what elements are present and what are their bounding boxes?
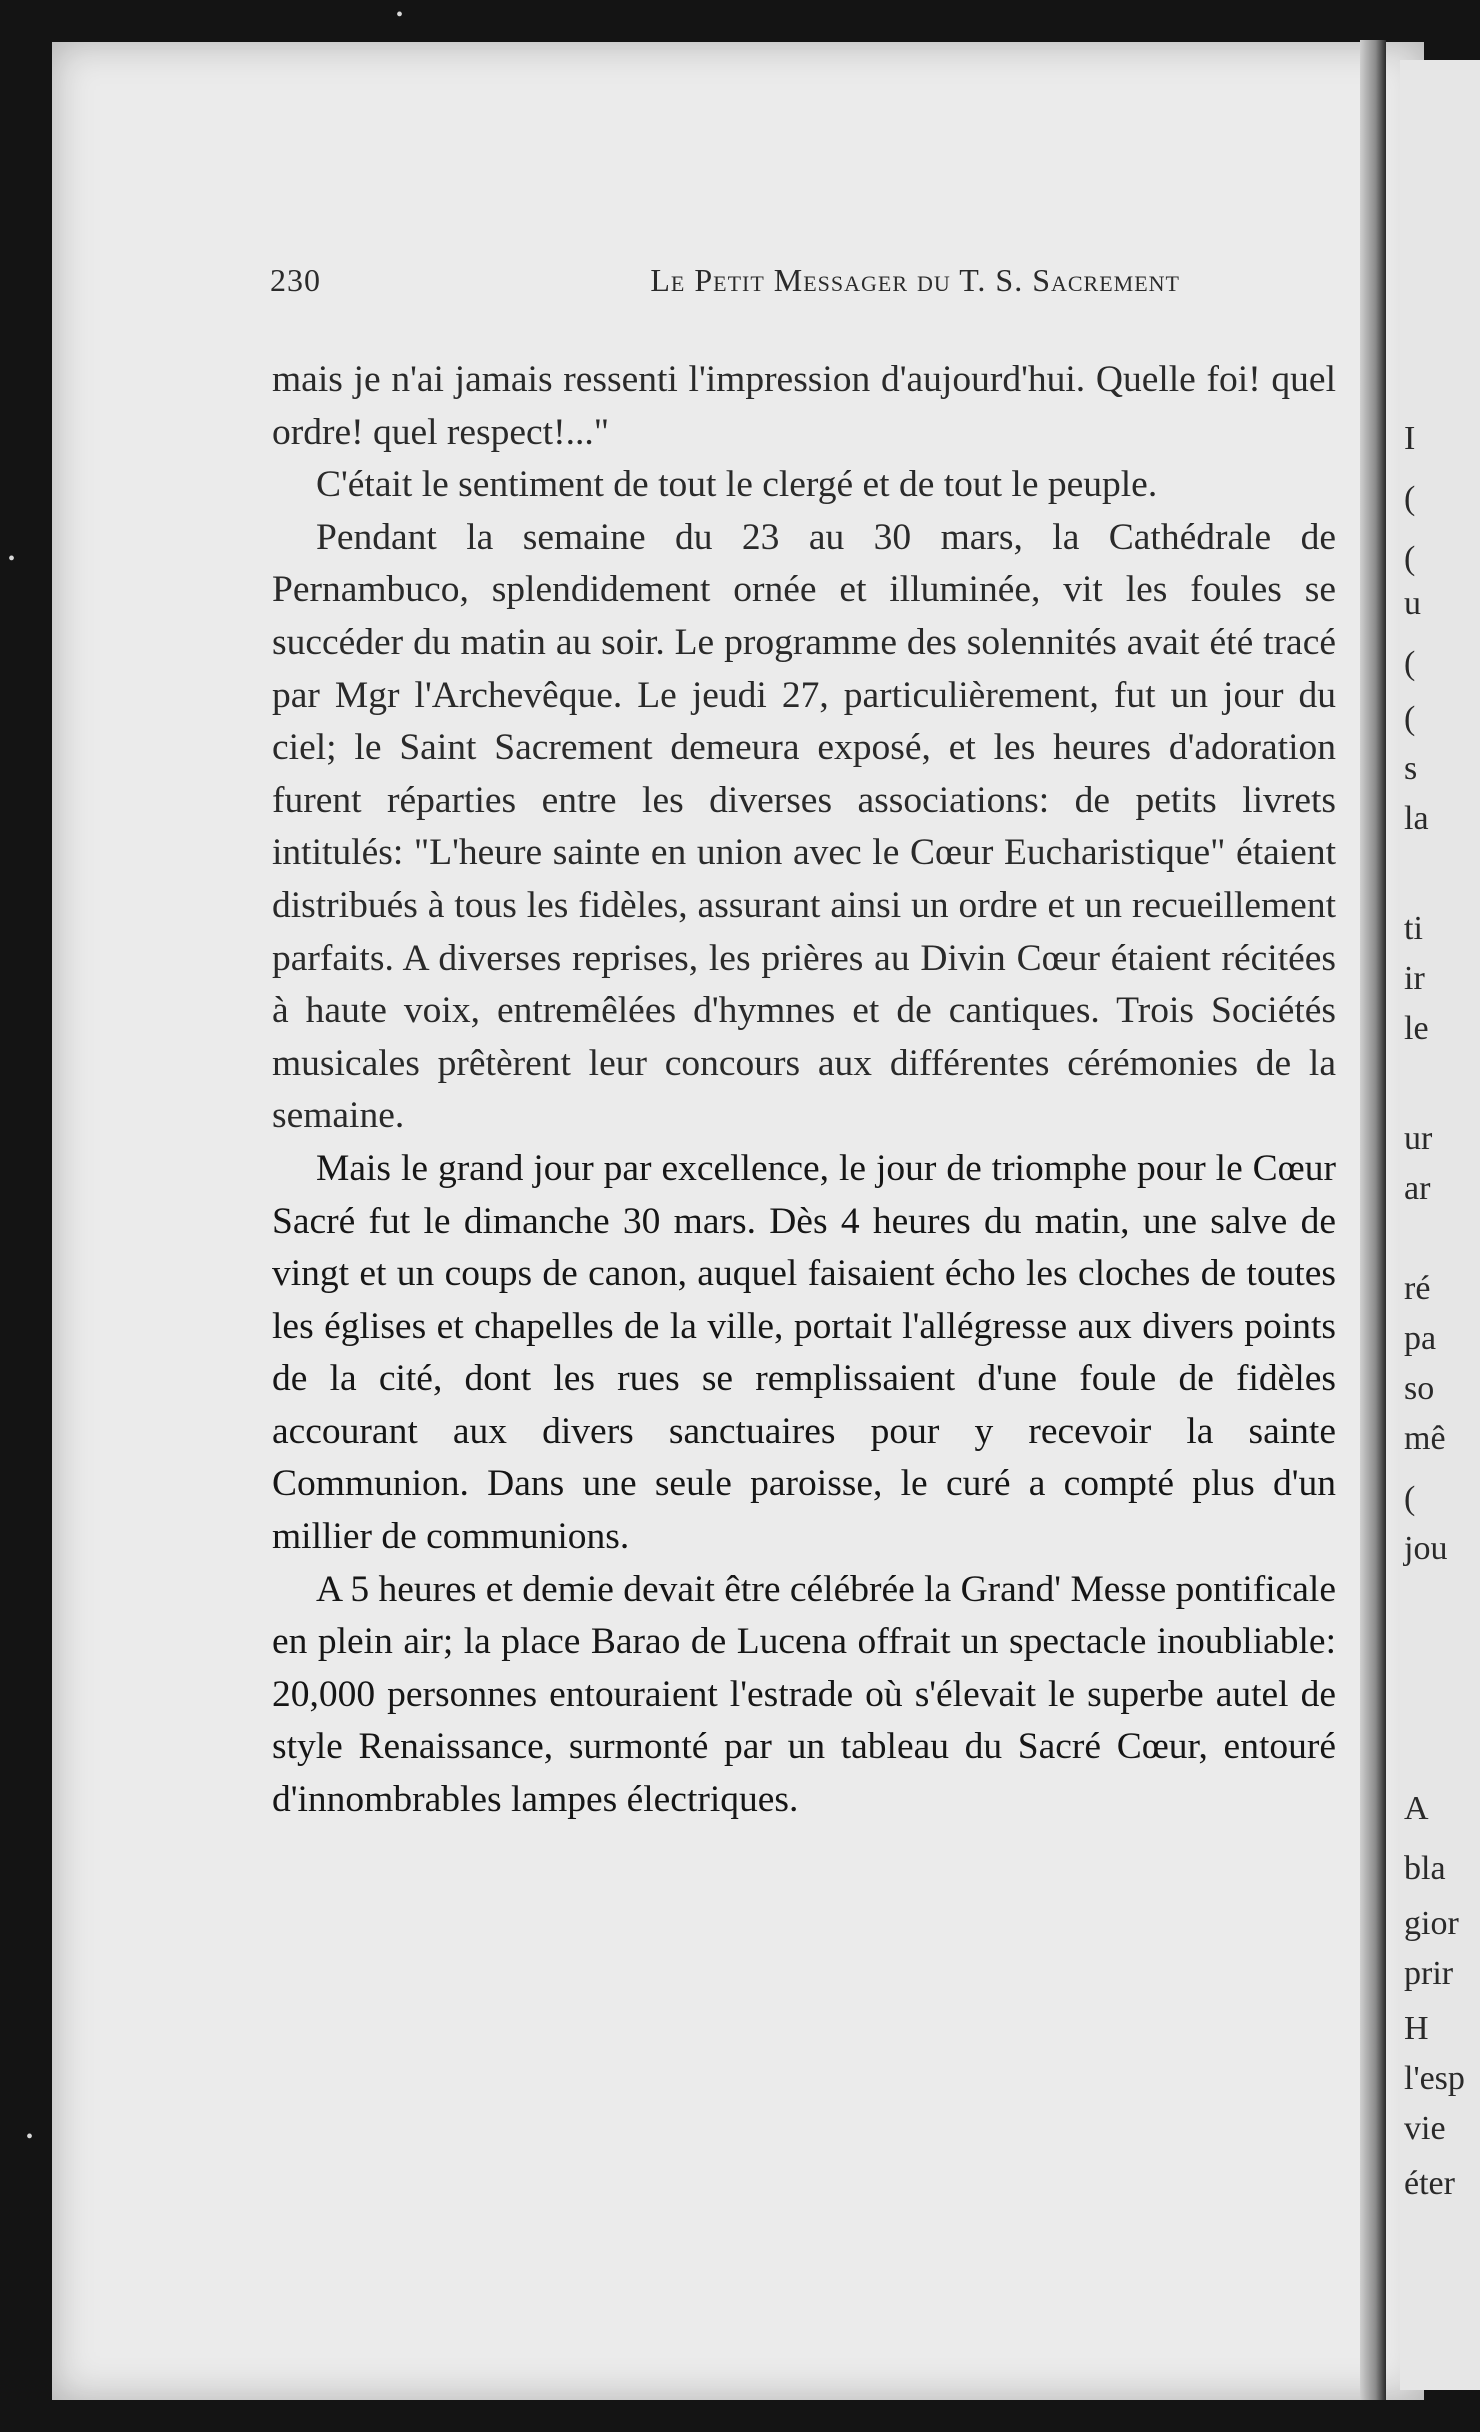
adjacent-page-fragment: u xyxy=(1404,585,1421,622)
adjacent-page-fragment: éter xyxy=(1404,2165,1455,2202)
adjacent-page-fragment: vie xyxy=(1404,2110,1446,2147)
adjacent-page-fragment: ( xyxy=(1404,700,1416,737)
paragraph: Mais le grand jour par excellence, le jour de triomphe pour le Cœur Sacré fut le dimanche 30 mars. Dès 4 heures du matin, une salve de vingt et un coups de canon, auquel faisaient écho les cloches de toutes les églises et chapelles de la ville, portait l'allégresse aux divers points de la cité, dont les rues se remplissaient d'une foule de fidèles accourant aux divers sanctuaires pour y recevoir la sainte Communion. Dans une seule paroisse, le curé a compté plus d'un millier de communions. xyxy=(272,1147,1336,1558)
adjacent-page-fragment: jou xyxy=(1404,1530,1448,1567)
adjacent-page-fragment: I xyxy=(1404,420,1416,457)
adjacent-page-fragment: ( xyxy=(1404,480,1416,517)
adjacent-page-fragment: bla xyxy=(1404,1850,1446,1887)
running-title: Le Petit Messager du T. S. Sacrement xyxy=(650,262,1180,298)
book-gutter xyxy=(1360,40,1386,2400)
adjacent-page-fragment: A xyxy=(1404,1790,1429,1827)
running-header xyxy=(270,262,1180,299)
adjacent-page-fragment: ti xyxy=(1404,910,1423,947)
adjacent-page-fragment: la xyxy=(1404,800,1429,837)
scan-speck: • xyxy=(26,2126,34,2148)
adjacent-page-fragment: ar xyxy=(1404,1170,1431,1207)
adjacent-page-fragment: so xyxy=(1404,1370,1435,1407)
body-text xyxy=(272,354,1336,1827)
adjacent-page-fragment: s xyxy=(1404,750,1418,787)
paragraph: Pendant la semaine du 23 au 30 mars, la Cathédrale de Pernambuco, splendidement ornée et illuminée, vit les foules se succéder du matin au soir. Le programme des solennités avait été tracé par Mgr l'Archevêque. Le jeudi 27, particulièrement, fut un jour du ciel; le Saint Sacrement demeura exposé, et les heures d'adoration furent réparties entre les diverses associations: de petits livrets intitulés: "L'heure sainte en union avec le Cœur Eucharistique" étaient distribués à tous les fidèles, assurant ainsi un ordre et un recueillement parfaits. A diverses reprises, les prières au Divin Cœur étaient récitées à haute voix, entremêlées d'hymnes et de cantiques. Trois Sociétés musicales prêtèrent leur concours aux différentes cérémonies de la semaine. xyxy=(272,516,1336,1137)
scan-speck: • xyxy=(8,548,16,570)
adjacent-page-fragment: l'esp xyxy=(1404,2060,1465,2097)
adjacent-page-fragment: mê xyxy=(1404,1420,1446,1457)
adjacent-page-fragment: gior xyxy=(1404,1905,1459,1942)
scan-speck: • xyxy=(396,4,404,26)
paragraph: A 5 heures et demie devait être célébrée la Grand' Messe pontificale en plein air; la place Barao de Lucena offrait un spectacle inoubliable: 20,000 personnes entouraient l'estrade où s'élevait le superbe autel de style Renaissance, surmonté par un tableau du Sacré Cœur, entouré d'innombrables lampes électriques. xyxy=(272,1568,1336,1821)
page-number: 230 xyxy=(270,262,321,298)
paragraph: C'était le sentiment de tout le clergé et de tout le peuple. xyxy=(316,464,1158,506)
adjacent-page-fragment: ir xyxy=(1404,960,1425,997)
adjacent-page-fragment: ( xyxy=(1404,540,1416,577)
paragraph: mais je n'ai jamais ressenti l'impression d'aujourd'hui. Quelle foi! quel ordre! quel respect!..." xyxy=(272,359,1336,453)
adjacent-page-fragment: H xyxy=(1404,2010,1429,2047)
adjacent-page-fragment: ré xyxy=(1404,1270,1431,1307)
adjacent-page-fragment: ( xyxy=(1404,645,1416,682)
adjacent-page-fragment: ur xyxy=(1404,1120,1433,1157)
adjacent-page-fragment: ( xyxy=(1404,1480,1416,1517)
adjacent-page-fragment: le xyxy=(1404,1010,1429,1047)
adjacent-page-fragment: prir xyxy=(1404,1955,1454,1992)
adjacent-page-fragment: pa xyxy=(1404,1320,1437,1357)
adjacent-page xyxy=(1400,60,1480,2390)
